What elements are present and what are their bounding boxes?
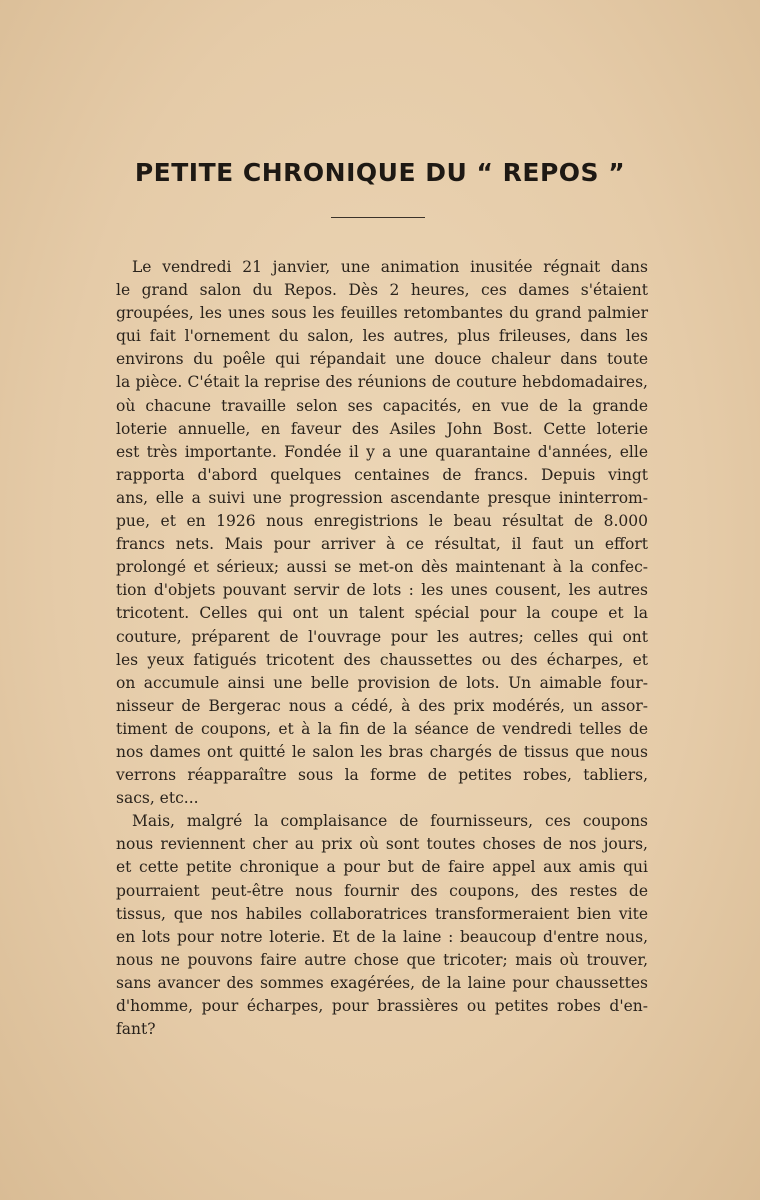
text-line: nous ne pouvons faire autre chose que tricoter; mais où trouver, bbox=[116, 950, 648, 969]
text-line: on accumule ainsi une belle provision de lots. Un aimable four- bbox=[116, 673, 648, 692]
text-line: nos dames ont quitté le salon les bras chargés de tissus que nous bbox=[116, 742, 648, 761]
text-line: verrons réapparaître sous la forme de petites robes, tabliers, bbox=[116, 766, 648, 785]
text-line: sacs, etc... bbox=[116, 789, 199, 808]
text-line: groupées, les unes sous les feuilles retombantes du grand palmier bbox=[116, 304, 648, 323]
text-line: francs nets. Mais pour arriver à ce résultat, il faut un effort bbox=[116, 535, 648, 554]
text-line: Mais, malgré la complaisance de fournisseurs, ces coupons bbox=[132, 812, 648, 831]
text-line: environs du poêle qui répandait une douce chaleur dans toute bbox=[116, 350, 648, 369]
text-line: couture, préparent de l'ouvrage pour les autres; celles qui ont bbox=[116, 627, 648, 646]
text-line: nous reviennent cher au prix où sont toutes choses de nos jours, bbox=[116, 835, 648, 854]
text-line: Le vendredi 21 janvier, une animation inusitée régnait dans bbox=[132, 258, 648, 276]
text-line: loterie annuelle, en faveur des Asiles John Bost. Cette loterie bbox=[116, 419, 648, 438]
text-line: timent de coupons, et à la fin de la séance de vendredi telles de bbox=[116, 719, 648, 738]
article-body bbox=[116, 256, 648, 1041]
title-divider bbox=[331, 217, 425, 218]
text-line: d'homme, pour écharpes, pour brassières ou petites robes d'en- bbox=[116, 997, 648, 1015]
text-line: est très importante. Fondée il y a une quarantaine d'années, elle bbox=[116, 442, 648, 461]
text-line: la pièce. C'était la reprise des réunions de couture hebdomadaires, bbox=[116, 373, 648, 392]
text-line: tricotent. Celles qui ont un talent spécial pour la coupe et la bbox=[116, 604, 648, 623]
text-line: et cette petite chronique a pour but de faire appel aux amis qui bbox=[116, 858, 648, 877]
text-line: pue, et en 1926 nous enregistrions le beau résultat de 8.000 bbox=[116, 512, 648, 531]
text-line: en lots pour notre loterie. Et de la laine : beaucoup d'entre nous, bbox=[116, 927, 648, 946]
text-line: fant? bbox=[116, 1020, 156, 1039]
text-line: qui fait l'ornement du salon, les autres, plus frileuses, dans les bbox=[116, 327, 648, 346]
paragraph bbox=[116, 256, 648, 810]
page-title: PETITE CHRONIQUE DU “ REPOS ” bbox=[134, 158, 626, 187]
text-line: pourraient peut-être nous fournir des coupons, des restes de bbox=[116, 881, 648, 900]
text-line: où chacune travaille selon ses capacités, en vue de la grande bbox=[116, 396, 648, 415]
text-line: sans avancer des sommes exagérées, de la laine pour chaussettes bbox=[116, 973, 648, 992]
text-line: le grand salon du Repos. Dès 2 heures, ces dames s'étaient bbox=[116, 281, 648, 300]
text-line: tion d'objets pouvant servir de lots : les unes cousent, les autres bbox=[116, 581, 648, 600]
text-line: les yeux fatigués tricotent des chaussettes ou des écharpes, et bbox=[116, 650, 648, 669]
text-line: nisseur de Bergerac nous a cédé, à des prix modérés, un assor- bbox=[116, 696, 648, 715]
text-line: tissus, que nos habiles collaboratrices transformeraient bien vite bbox=[116, 904, 648, 923]
text-line: prolongé et sérieux; aussi se met-on dès maintenant à la confec- bbox=[116, 558, 648, 577]
text-line: rapporta d'abord quelques centaines de francs. Depuis vingt bbox=[116, 465, 648, 484]
text-line: ans, elle a suivi une progression ascendante presque ininterrom- bbox=[116, 488, 648, 507]
paragraph bbox=[116, 810, 648, 1041]
